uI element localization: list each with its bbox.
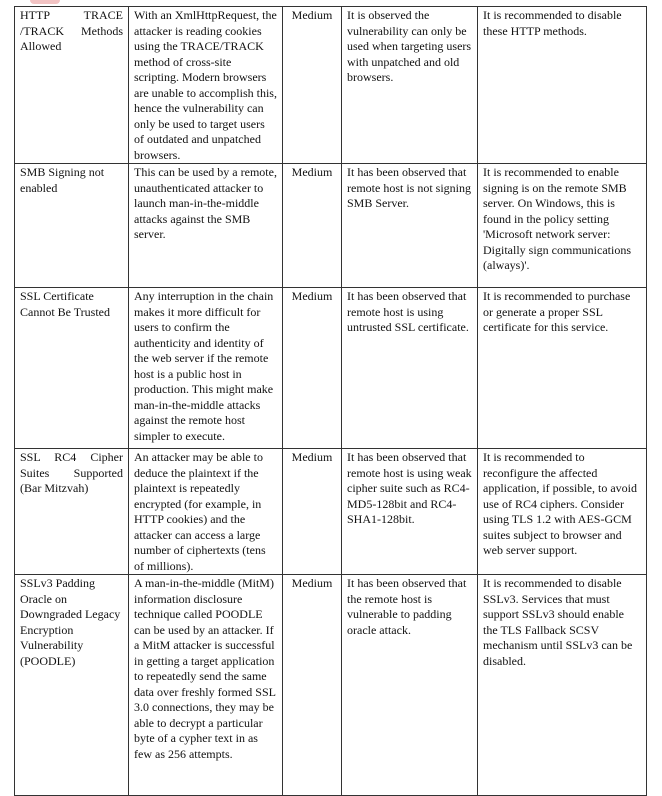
page-corner-mark xyxy=(30,0,60,4)
description-cell: With an XmlHttpRequest, the attacker is reading cookies using the TRACE/TRACK method of cross-site scripting. Modern browsers are unable to accomplish this, hence the vulnerability can only be used to target users of outdated and unpatched browsers. xyxy=(129,7,283,164)
document-page xyxy=(14,6,646,772)
severity-cell: Medium xyxy=(283,575,342,796)
recommendation-cell: It is recommended to reconfigure the affected application, if possible, to avoid use of RC4 ciphers. Consider using TLS 1.2 with AES-GCM suites subject to browser and web server support. xyxy=(478,449,647,575)
description-cell: An attacker may be able to deduce the plaintext if the plaintext is repeatedly encrypted (for example, in HTTP cookies) and the attacker can access a large number of ciphertexts (tens of millions). xyxy=(129,449,283,575)
table-row xyxy=(15,7,647,164)
recommendation-cell: It is recommended to purchase or generate a proper SSL certificate for this service. xyxy=(478,288,647,449)
observation-cell: It is observed the vulnerability can only be used when targeting users with unpatched and old browsers. xyxy=(342,7,478,164)
vulnerability-cell: HTTP TRACE /TRACK Methods Allowed xyxy=(15,7,129,164)
vulnerability-cell: SMB Signing not enabled xyxy=(15,164,129,288)
table-row xyxy=(15,288,647,449)
observation-cell: It has been observed that remote host is using weak cipher suite such as RC4-MD5-128bit and RC4-SHA1-128bit. xyxy=(342,449,478,575)
recommendation-cell: It is recommended to disable these HTTP methods. xyxy=(478,7,647,164)
vulnerability-cell: SSL RC4 Cipher Suites Supported (Bar Mitzvah) xyxy=(15,449,129,575)
table-row xyxy=(15,575,647,796)
recommendation-cell: It is recommended to disable SSLv3. Services that must support SSLv3 should enable the TLS Fallback SCSV mechanism until SSLv3 can be disabled. xyxy=(478,575,647,796)
table-row xyxy=(15,164,647,288)
description-cell: Any interruption in the chain makes it more difficult for users to confirm the authenticity and identity of the web server if the remote host is a public host in production. This might make man-in-the-middle attacks against the remote host simpler to execute. xyxy=(129,288,283,449)
table-row xyxy=(15,449,647,575)
observation-cell: It has been observed that remote host is using untrusted SSL certificate. xyxy=(342,288,478,449)
severity-cell: Medium xyxy=(283,449,342,575)
vulnerability-cell: SSL Certificate Cannot Be Trusted xyxy=(15,288,129,449)
severity-cell: Medium xyxy=(283,7,342,164)
observation-cell: It has been observed that remote host is not signing SMB Server. xyxy=(342,164,478,288)
vulnerability-cell: SSLv3 Padding Oracle on Downgraded Legacy Encryption Vulnerability (POODLE) xyxy=(15,575,129,796)
description-cell: This can be used by a remote, unauthenticated attacker to launch man-in-the-middle attacks against the SMB server. xyxy=(129,164,283,288)
observation-cell: It has been observed that the remote host is vulnerable to padding oracle attack. xyxy=(342,575,478,796)
vulnerability-table xyxy=(14,6,647,796)
severity-cell: Medium xyxy=(283,164,342,288)
recommendation-cell: It is recommended to enable signing is on the remote SMB server. On Windows, this is found in the policy setting 'Microsoft network server: Digitally sign communications (always)'. xyxy=(478,164,647,288)
severity-cell: Medium xyxy=(283,288,342,449)
description-cell: A man-in-the-middle (MitM) information disclosure technique called POODLE can be used by an attacker. If a MitM attacker is successful in getting a target application to repeatedly send the same data over freshly formed SSL 3.0 connections, they may be able to decrypt a particular byte of a cypher text in as few as 256 attempts. xyxy=(129,575,283,796)
